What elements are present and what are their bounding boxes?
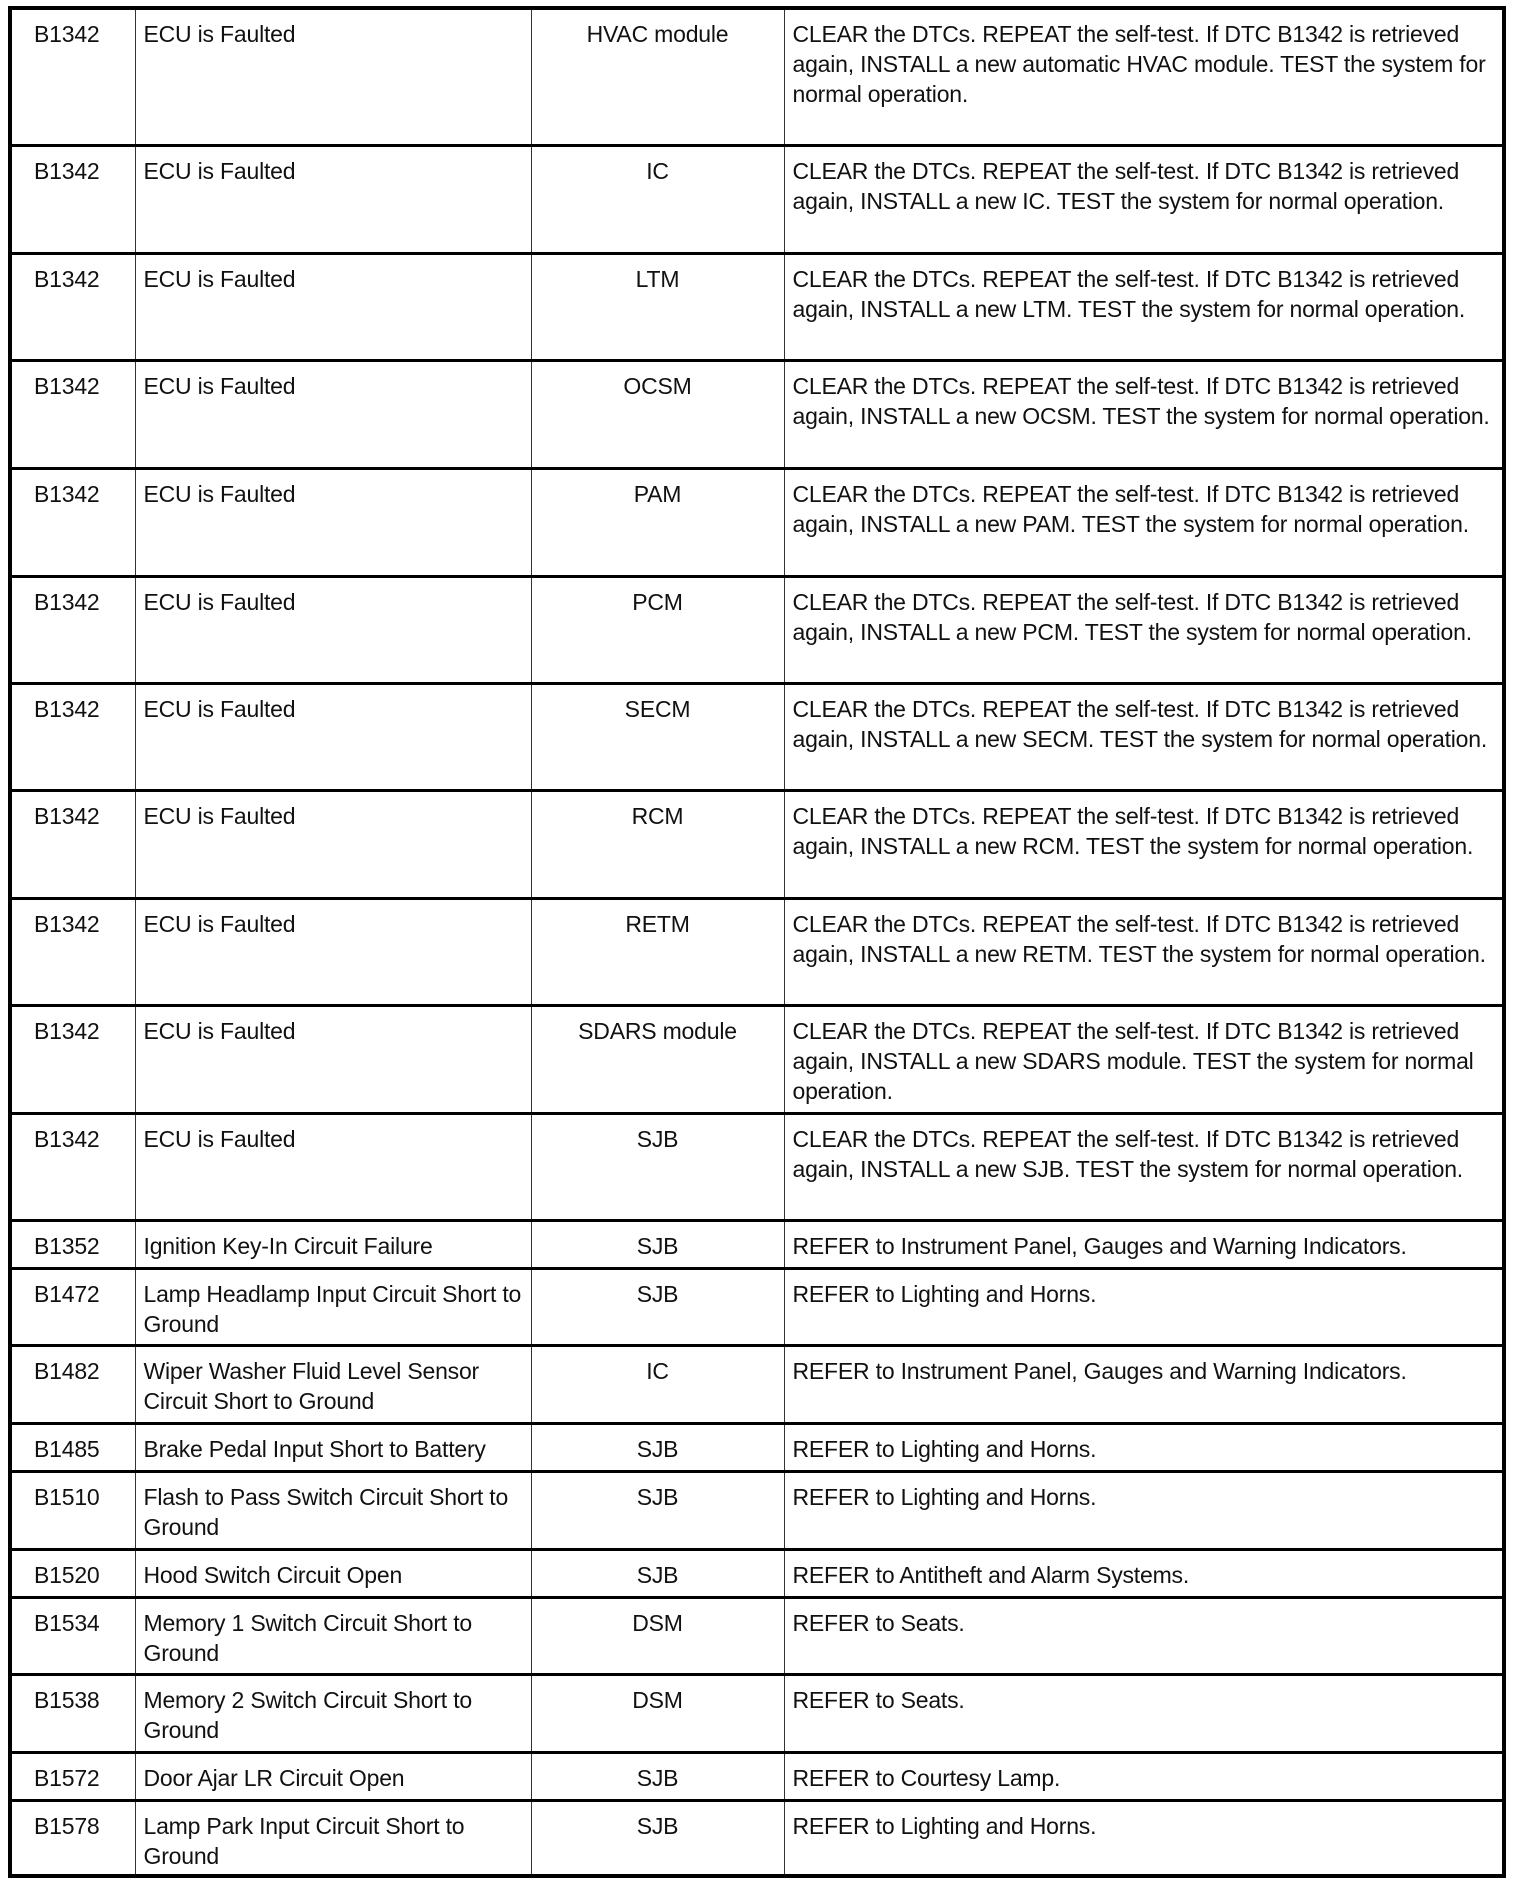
action-cell: CLEAR the DTCs. REPEAT the self-test. If DTC B1342 is retrieved again, INSTALL a new automatic HVAC module. TEST the system for normal operation.: [784, 8, 1504, 145]
action-cell: REFER to Lighting and Horns.: [784, 1471, 1504, 1549]
module-cell: SJB: [531, 1800, 784, 1876]
dtc-code-cell: B1520: [10, 1549, 135, 1597]
dtc-description-cell: Door Ajar LR Circuit Open: [135, 1752, 531, 1800]
dtc-code-cell: B1534: [10, 1597, 135, 1674]
table-row: [10, 576, 1504, 683]
module-cell: IC: [531, 145, 784, 253]
table-row: [10, 1113, 1504, 1220]
dtc-code-cell: B1538: [10, 1674, 135, 1752]
dtc-table: [8, 6, 1506, 1878]
dtc-description-cell: Brake Pedal Input Short to Battery: [135, 1423, 531, 1471]
table-row: [10, 1268, 1504, 1345]
dtc-code-cell: B1578: [10, 1800, 135, 1876]
dtc-code-cell: B1342: [10, 360, 135, 468]
dtc-description-cell: ECU is Faulted: [135, 145, 531, 253]
dtc-code-cell: B1342: [10, 145, 135, 253]
action-cell: REFER to Seats.: [784, 1674, 1504, 1752]
dtc-description-cell: ECU is Faulted: [135, 468, 531, 576]
module-cell: SJB: [531, 1268, 784, 1345]
table-row: [10, 1423, 1504, 1471]
action-cell: REFER to Lighting and Horns.: [784, 1423, 1504, 1471]
table-row: [10, 898, 1504, 1005]
module-cell: SECM: [531, 683, 784, 790]
module-cell: HVAC module: [531, 8, 784, 145]
dtc-description-cell: Wiper Washer Fluid Level Sensor Circuit Short to Ground: [135, 1345, 531, 1423]
dtc-description-cell: Lamp Headlamp Input Circuit Short to Ground: [135, 1268, 531, 1345]
action-cell: REFER to Seats.: [784, 1597, 1504, 1674]
table-row: [10, 790, 1504, 898]
dtc-code-cell: B1472: [10, 1268, 135, 1345]
dtc-description-cell: ECU is Faulted: [135, 253, 531, 360]
dtc-description-cell: Lamp Park Input Circuit Short to Ground: [135, 1800, 531, 1876]
dtc-description-cell: Memory 1 Switch Circuit Short to Ground: [135, 1597, 531, 1674]
dtc-description-cell: ECU is Faulted: [135, 8, 531, 145]
dtc-code-cell: B1485: [10, 1423, 135, 1471]
action-cell: REFER to Instrument Panel, Gauges and Warning Indicators.: [784, 1345, 1504, 1423]
module-cell: PCM: [531, 576, 784, 683]
module-cell: SDARS module: [531, 1005, 784, 1113]
module-cell: LTM: [531, 253, 784, 360]
table-row: [10, 1800, 1504, 1876]
action-cell: CLEAR the DTCs. REPEAT the self-test. If DTC B1342 is retrieved again, INSTALL a new SJB. TEST the system for normal operation.: [784, 1113, 1504, 1220]
dtc-code-cell: B1342: [10, 468, 135, 576]
dtc-code-cell: B1342: [10, 253, 135, 360]
table-row: [10, 1471, 1504, 1549]
dtc-code-cell: B1342: [10, 898, 135, 1005]
table-row: [10, 468, 1504, 576]
table-row: [10, 1345, 1504, 1423]
module-cell: SJB: [531, 1549, 784, 1597]
dtc-code-cell: B1352: [10, 1220, 135, 1268]
dtc-code-cell: B1342: [10, 790, 135, 898]
action-cell: CLEAR the DTCs. REPEAT the self-test. If DTC B1342 is retrieved again, INSTALL a new RCM. TEST the system for normal operation.: [784, 790, 1504, 898]
table-row: [10, 1752, 1504, 1800]
table-row: [10, 683, 1504, 790]
module-cell: IC: [531, 1345, 784, 1423]
dtc-description-cell: ECU is Faulted: [135, 898, 531, 1005]
action-cell: CLEAR the DTCs. REPEAT the self-test. If DTC B1342 is retrieved again, INSTALL a new SDARS module. TEST the system for normal operation.: [784, 1005, 1504, 1113]
table-row: [10, 360, 1504, 468]
table-row: [10, 145, 1504, 253]
action-cell: CLEAR the DTCs. REPEAT the self-test. If DTC B1342 is retrieved again, INSTALL a new SECM. TEST the system for normal operation.: [784, 683, 1504, 790]
dtc-description-cell: Ignition Key-In Circuit Failure: [135, 1220, 531, 1268]
module-cell: DSM: [531, 1674, 784, 1752]
action-cell: CLEAR the DTCs. REPEAT the self-test. If DTC B1342 is retrieved again, INSTALL a new RETM. TEST the system for normal operation.: [784, 898, 1504, 1005]
dtc-code-cell: B1342: [10, 576, 135, 683]
dtc-description-cell: ECU is Faulted: [135, 790, 531, 898]
dtc-code-cell: B1342: [10, 1113, 135, 1220]
action-cell: CLEAR the DTCs. REPEAT the self-test. If DTC B1342 is retrieved again, INSTALL a new IC. TEST the system for normal operation.: [784, 145, 1504, 253]
action-cell: REFER to Courtesy Lamp.: [784, 1752, 1504, 1800]
action-cell: REFER to Lighting and Horns.: [784, 1800, 1504, 1876]
table-row: [10, 1220, 1504, 1268]
dtc-description-cell: Memory 2 Switch Circuit Short to Ground: [135, 1674, 531, 1752]
dtc-description-cell: ECU is Faulted: [135, 683, 531, 790]
dtc-description-cell: ECU is Faulted: [135, 1113, 531, 1220]
action-cell: CLEAR the DTCs. REPEAT the self-test. If DTC B1342 is retrieved again, INSTALL a new PAM. TEST the system for normal operation.: [784, 468, 1504, 576]
action-cell: CLEAR the DTCs. REPEAT the self-test. If DTC B1342 is retrieved again, INSTALL a new LTM. TEST the system for normal operation.: [784, 253, 1504, 360]
table-row: [10, 1005, 1504, 1113]
dtc-code-cell: B1572: [10, 1752, 135, 1800]
dtc-description-cell: ECU is Faulted: [135, 360, 531, 468]
dtc-description-cell: ECU is Faulted: [135, 1005, 531, 1113]
table-row: [10, 253, 1504, 360]
module-cell: SJB: [531, 1752, 784, 1800]
table-row: [10, 1549, 1504, 1597]
action-cell: REFER to Antitheft and Alarm Systems.: [784, 1549, 1504, 1597]
action-cell: REFER to Instrument Panel, Gauges and Warning Indicators.: [784, 1220, 1504, 1268]
module-cell: PAM: [531, 468, 784, 576]
table-row: [10, 1674, 1504, 1752]
action-cell: CLEAR the DTCs. REPEAT the self-test. If DTC B1342 is retrieved again, INSTALL a new PCM. TEST the system for normal operation.: [784, 576, 1504, 683]
table-row: [10, 8, 1504, 145]
dtc-code-cell: B1482: [10, 1345, 135, 1423]
action-cell: CLEAR the DTCs. REPEAT the self-test. If DTC B1342 is retrieved again, INSTALL a new OCSM. TEST the system for normal operation.: [784, 360, 1504, 468]
dtc-code-cell: B1510: [10, 1471, 135, 1549]
module-cell: SJB: [531, 1471, 784, 1549]
dtc-code-cell: B1342: [10, 1005, 135, 1113]
dtc-code-cell: B1342: [10, 683, 135, 790]
dtc-code-cell: B1342: [10, 8, 135, 145]
dtc-description-cell: ECU is Faulted: [135, 576, 531, 683]
module-cell: DSM: [531, 1597, 784, 1674]
module-cell: SJB: [531, 1113, 784, 1220]
table-row: [10, 1597, 1504, 1674]
module-cell: RETM: [531, 898, 784, 1005]
module-cell: RCM: [531, 790, 784, 898]
dtc-description-cell: Flash to Pass Switch Circuit Short to Ground: [135, 1471, 531, 1549]
dtc-description-cell: Hood Switch Circuit Open: [135, 1549, 531, 1597]
module-cell: OCSM: [531, 360, 784, 468]
action-cell: REFER to Lighting and Horns.: [784, 1268, 1504, 1345]
module-cell: SJB: [531, 1423, 784, 1471]
module-cell: SJB: [531, 1220, 784, 1268]
